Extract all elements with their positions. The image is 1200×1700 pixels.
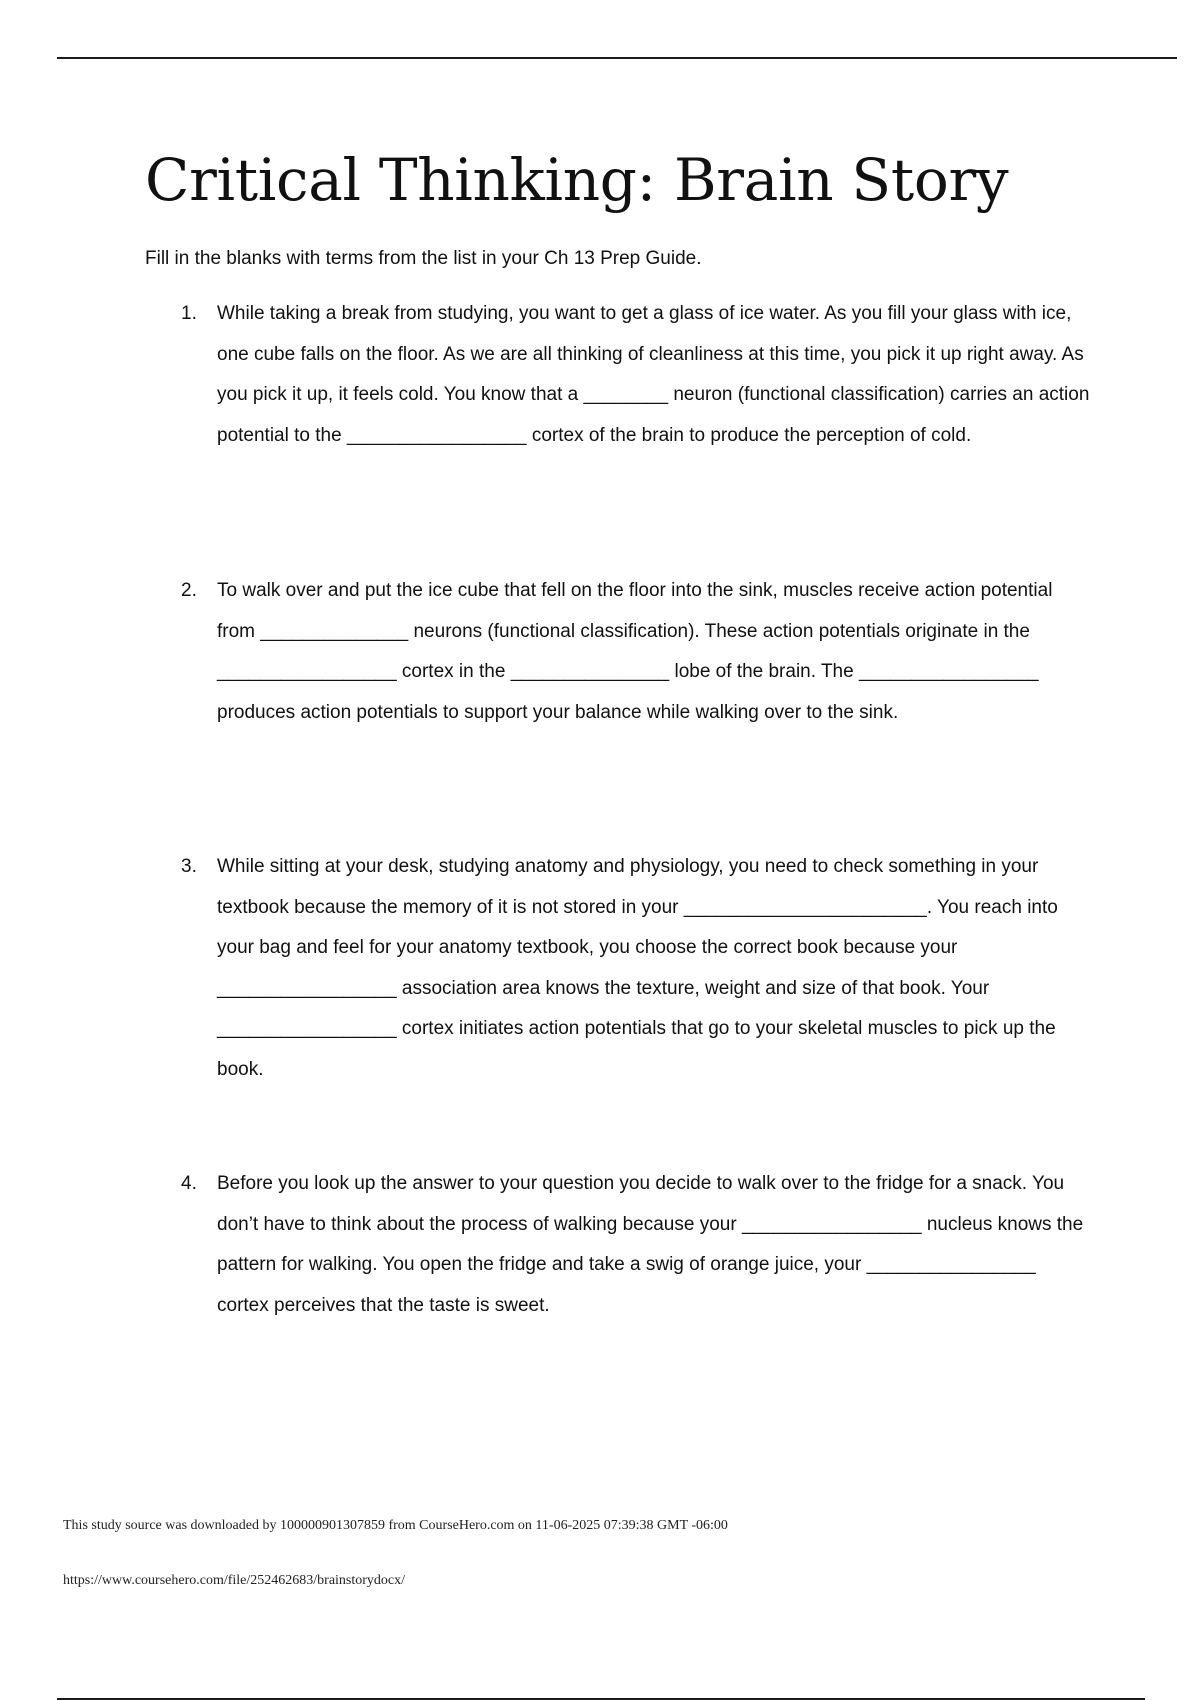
page-title: Critical Thinking: Brain Story — [145, 146, 1009, 214]
top-divider — [57, 57, 1177, 59]
question-number: 3. — [181, 856, 197, 877]
question-4 — [145, 1164, 1085, 1326]
question-number: 1. — [181, 303, 197, 324]
question-number: 2. — [181, 580, 197, 601]
question-1 — [145, 294, 1090, 456]
question-text: Before you look up the answer to your question you decide to walk over to the fridge for a snack. You don’t have to think about the process of walking because your _________________ nucleus knows the pattern for walking. You open the fridge and take a swig of orange juice, your ________________ cortex perceives that the taste is sweet. — [217, 1173, 1084, 1316]
source-url: https://www.coursehero.com/file/252462683/brainstorydocx/ — [63, 1573, 406, 1588]
download-source-notice: This study source was downloaded by 100000901307859 from CourseHero.com on 11-06-2025 07:39:38 GMT -06:00 — [63, 1518, 728, 1533]
question-2 — [145, 571, 1085, 733]
instructions: Fill in the blanks with terms from the list in your Ch 13 Prep Guide. — [145, 248, 702, 269]
question-3 — [145, 847, 1085, 1090]
question-text: To walk over and put the ice cube that fell on the floor into the sink, muscles receive action potential from ______________ neurons (functional classification). These action potentials originate in the _________________ cortex in the _______________ lobe of the brain. The _________________ produces action potentials to support your balance while walking over to the sink. — [217, 580, 1053, 723]
question-number: 4. — [181, 1173, 197, 1194]
question-text: While sitting at your desk, studying anatomy and physiology, you need to check something in your textbook because the memory of it is not stored in your _______________________. You reach into your bag and feel for your anatomy textbook, you choose the correct book because your _________________ association area knows the texture, weight and size of that book. Your _________________ cortex initiates action potentials that go to your skeletal muscles to pick up the book. — [217, 856, 1058, 1080]
question-text: While taking a break from studying, you want to get a glass of ice water. As you fill your glass with ice, one cube falls on the floor. As we are all thinking of cleanliness at this time, you pick it up right away. As you pick it up, it feels cold. You know that a ________ neuron (functional classification) carries an action potential to the _________________ cortex of the brain to produce the perception of cold. — [217, 303, 1090, 446]
